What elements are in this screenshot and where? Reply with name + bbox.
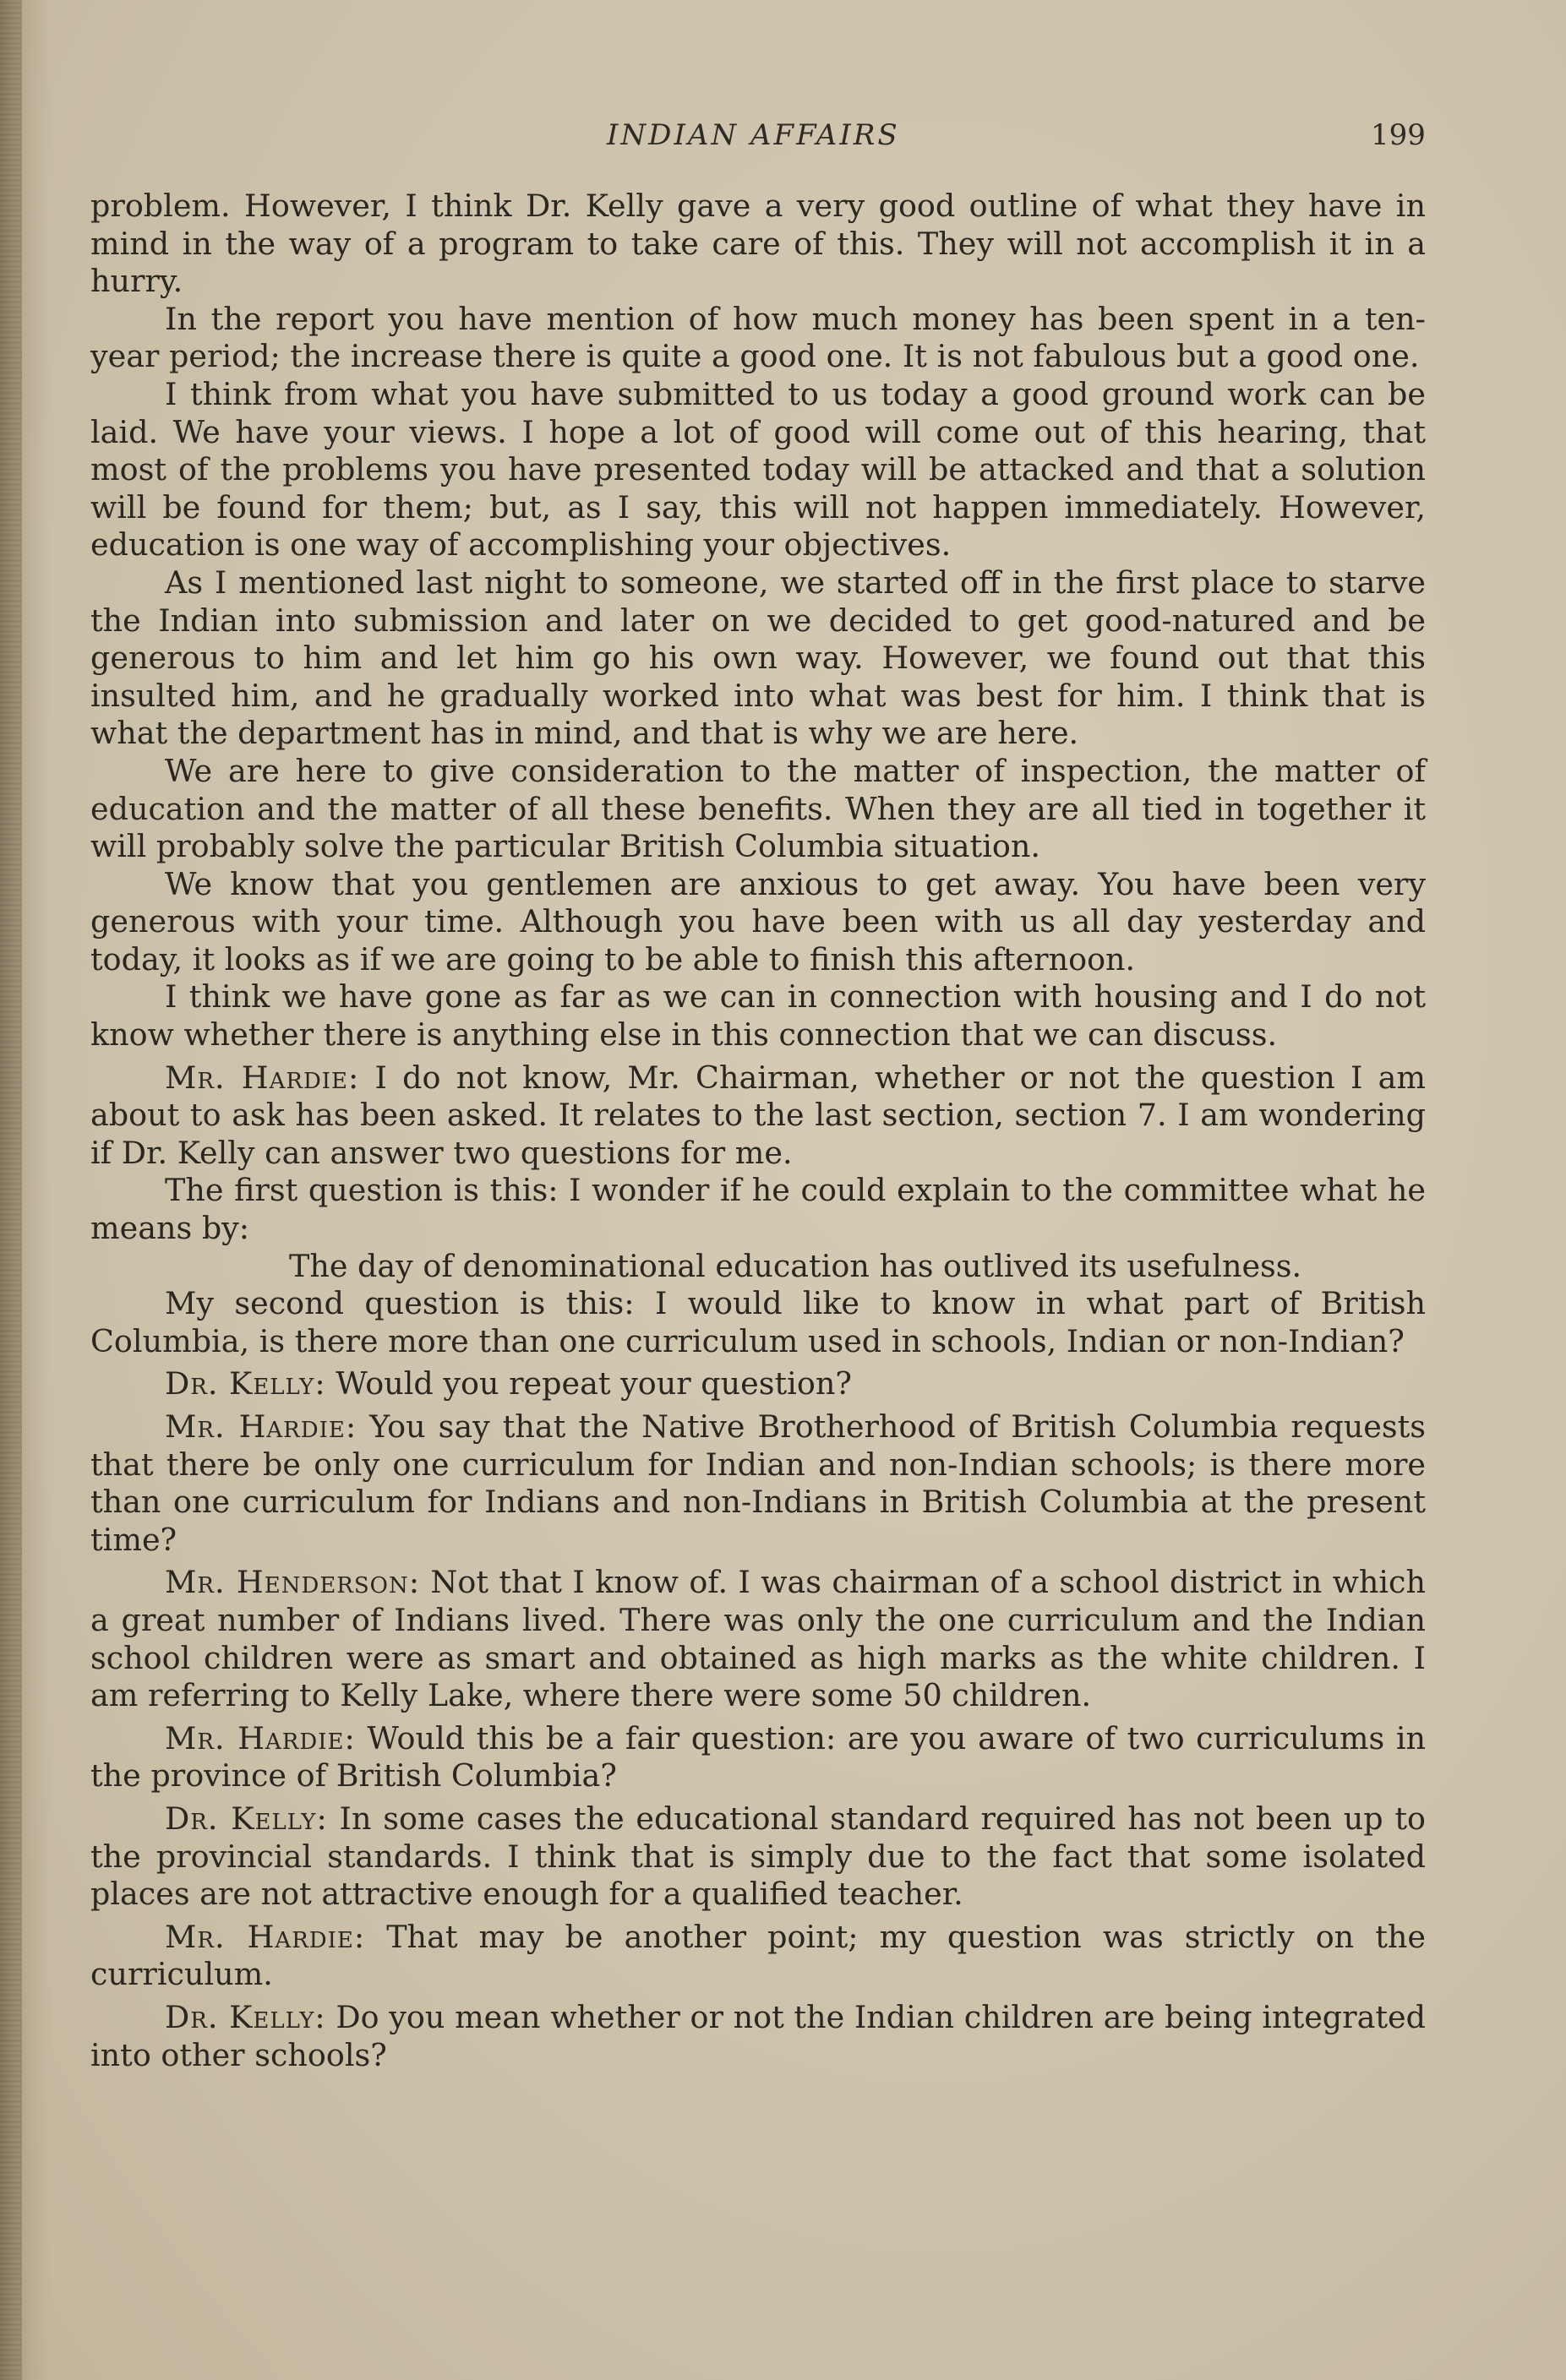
speech-text: Would you repeat your question? [325, 1365, 852, 1402]
paragraph-text: As I mentioned last night to someone, we started off in the first place to starve the Indian into submission and later on we decided to get good-natured and be generous to him and let him go his own way. However, we found out that this insulted him, and he gradually worked into what was best for him. I think that is what the department has in mind, and that is why we are here. [90, 564, 1426, 752]
speaker-name: Mr. Henderson: [165, 1564, 421, 1601]
speech-text: In some cases the educational standard required has not been up to the provincial standards. I think that is simply due to the fact that some isolated places are not attractive enough for a qualified teacher. [90, 1800, 1426, 1913]
running-title: INDIAN AFFAIRS [607, 118, 900, 152]
speech-text: That may be another point; my question was strictly on the curriculum. [90, 1918, 1426, 1993]
paragraph [90, 753, 1426, 866]
speaker-name: Dr. Kelly: [165, 1365, 326, 1402]
paragraph [90, 301, 1426, 376]
paragraph-text: We are here to give consideration to the matter of inspection, the matter of education and the matter of all these benefits. When they are all tied in together it will probably solve the particular British Columbia situation. [90, 752, 1426, 865]
speech-paragraph [90, 1365, 1426, 1403]
paragraph [90, 978, 1426, 1054]
paragraph-text: The first question is this: I wonder if he could explain to the committee what he means by: [90, 1172, 1426, 1247]
paragraph-text: problem. However, I think Dr. Kelly gave a very good outline of what they have in mind in the way of a program to take care of this. They will not accomplish it in a hurry. [90, 188, 1426, 300]
paragraph-text: We know that you gentlemen are anxious to get away. You have been very generous with your time. Although you have been with us all day yesterday and today, it looks as if we are going to be able to finish this afternoon. [90, 865, 1426, 978]
speech-paragraph [90, 1800, 1426, 1914]
page-header [0, 118, 1566, 161]
speech-paragraph [90, 1999, 1426, 2074]
speech-text: Do you mean whether or not the Indian children are being integrated into other schools? [90, 1998, 1426, 2073]
speech-text: You say that the Native Brotherhood of British Columbia requests that there be only one curriculum for Indian and non-Indian schools; is there more than one curriculum for Indians and non-Indians in British Columbia at the present time? [90, 1408, 1426, 1558]
paragraph-text: In the report you have mention of how much money has been spent in a ten-year period; the increase there is quite a good one. It is not fabulous but a good one. [90, 300, 1426, 375]
body-text [90, 188, 1426, 2074]
speaker-name: Mr. Hardie: [165, 1408, 357, 1445]
block-quote [90, 1248, 1426, 1286]
speech-text: Not that I know of. I was chairman of a school district in which a great number of Indians lived. There was only the one curriculum and the Indian school children were as smart and obtained as high marks as the white children. I am referring to Kelly Lake, where there were some 50 children. [90, 1564, 1426, 1714]
paragraph [90, 866, 1426, 979]
page-number: 199 [1371, 118, 1426, 152]
speech-paragraph [90, 1919, 1426, 1994]
speech-paragraph [90, 1720, 1426, 1795]
page-binding-edge [0, 0, 22, 2380]
paragraph-text: I think from what you have submitted to us today a good ground work can be laid. We have your views. I hope a lot of good will come out of this hearing, that most of the problems you have presented today will be attacked and that a solution will be found for them; but, as I say, this will not happen immediately. However, education is one way of accomplishing your objectives. [90, 375, 1426, 564]
paragraph [90, 1172, 1426, 1247]
speech-text: I do not know, Mr. Chairman, whether or not the question I am about to ask has been asked. It relates to the last section, section 7. I am wondering if Dr. Kelly can answer two questions for me. [90, 1059, 1426, 1171]
speech-paragraph [90, 1408, 1426, 1559]
speech-paragraph [90, 1059, 1426, 1173]
speaker-name: Dr. Kelly: [165, 1998, 326, 2035]
quote-text: The day of denominational education has outlived its usefulness. [289, 1247, 1302, 1284]
speaker-name: Mr. Hardie: [165, 1719, 356, 1756]
paragraph-text: I think we have gone as far as we can in connection with housing and I do not know whether there is anything else in this connection that we can discuss. [90, 978, 1426, 1054]
speaker-name: Mr. Hardie: [165, 1059, 360, 1096]
speaker-name: Mr. Hardie: [165, 1918, 366, 1955]
paragraph [90, 188, 1426, 301]
paragraph-text: My second question is this: I would like to know in what part of British Columbia, is there more than one curriculum used in schools, Indian or non-Indian? [90, 1285, 1426, 1359]
speech-paragraph [90, 1564, 1426, 1714]
paragraph [90, 564, 1426, 753]
speech-text: Would this be a fair question: are you aware of two curriculums in the province of British Columbia? [90, 1719, 1426, 1795]
paragraph [90, 376, 1426, 564]
speaker-name: Dr. Kelly: [165, 1800, 328, 1837]
paragraph [90, 1285, 1426, 1360]
